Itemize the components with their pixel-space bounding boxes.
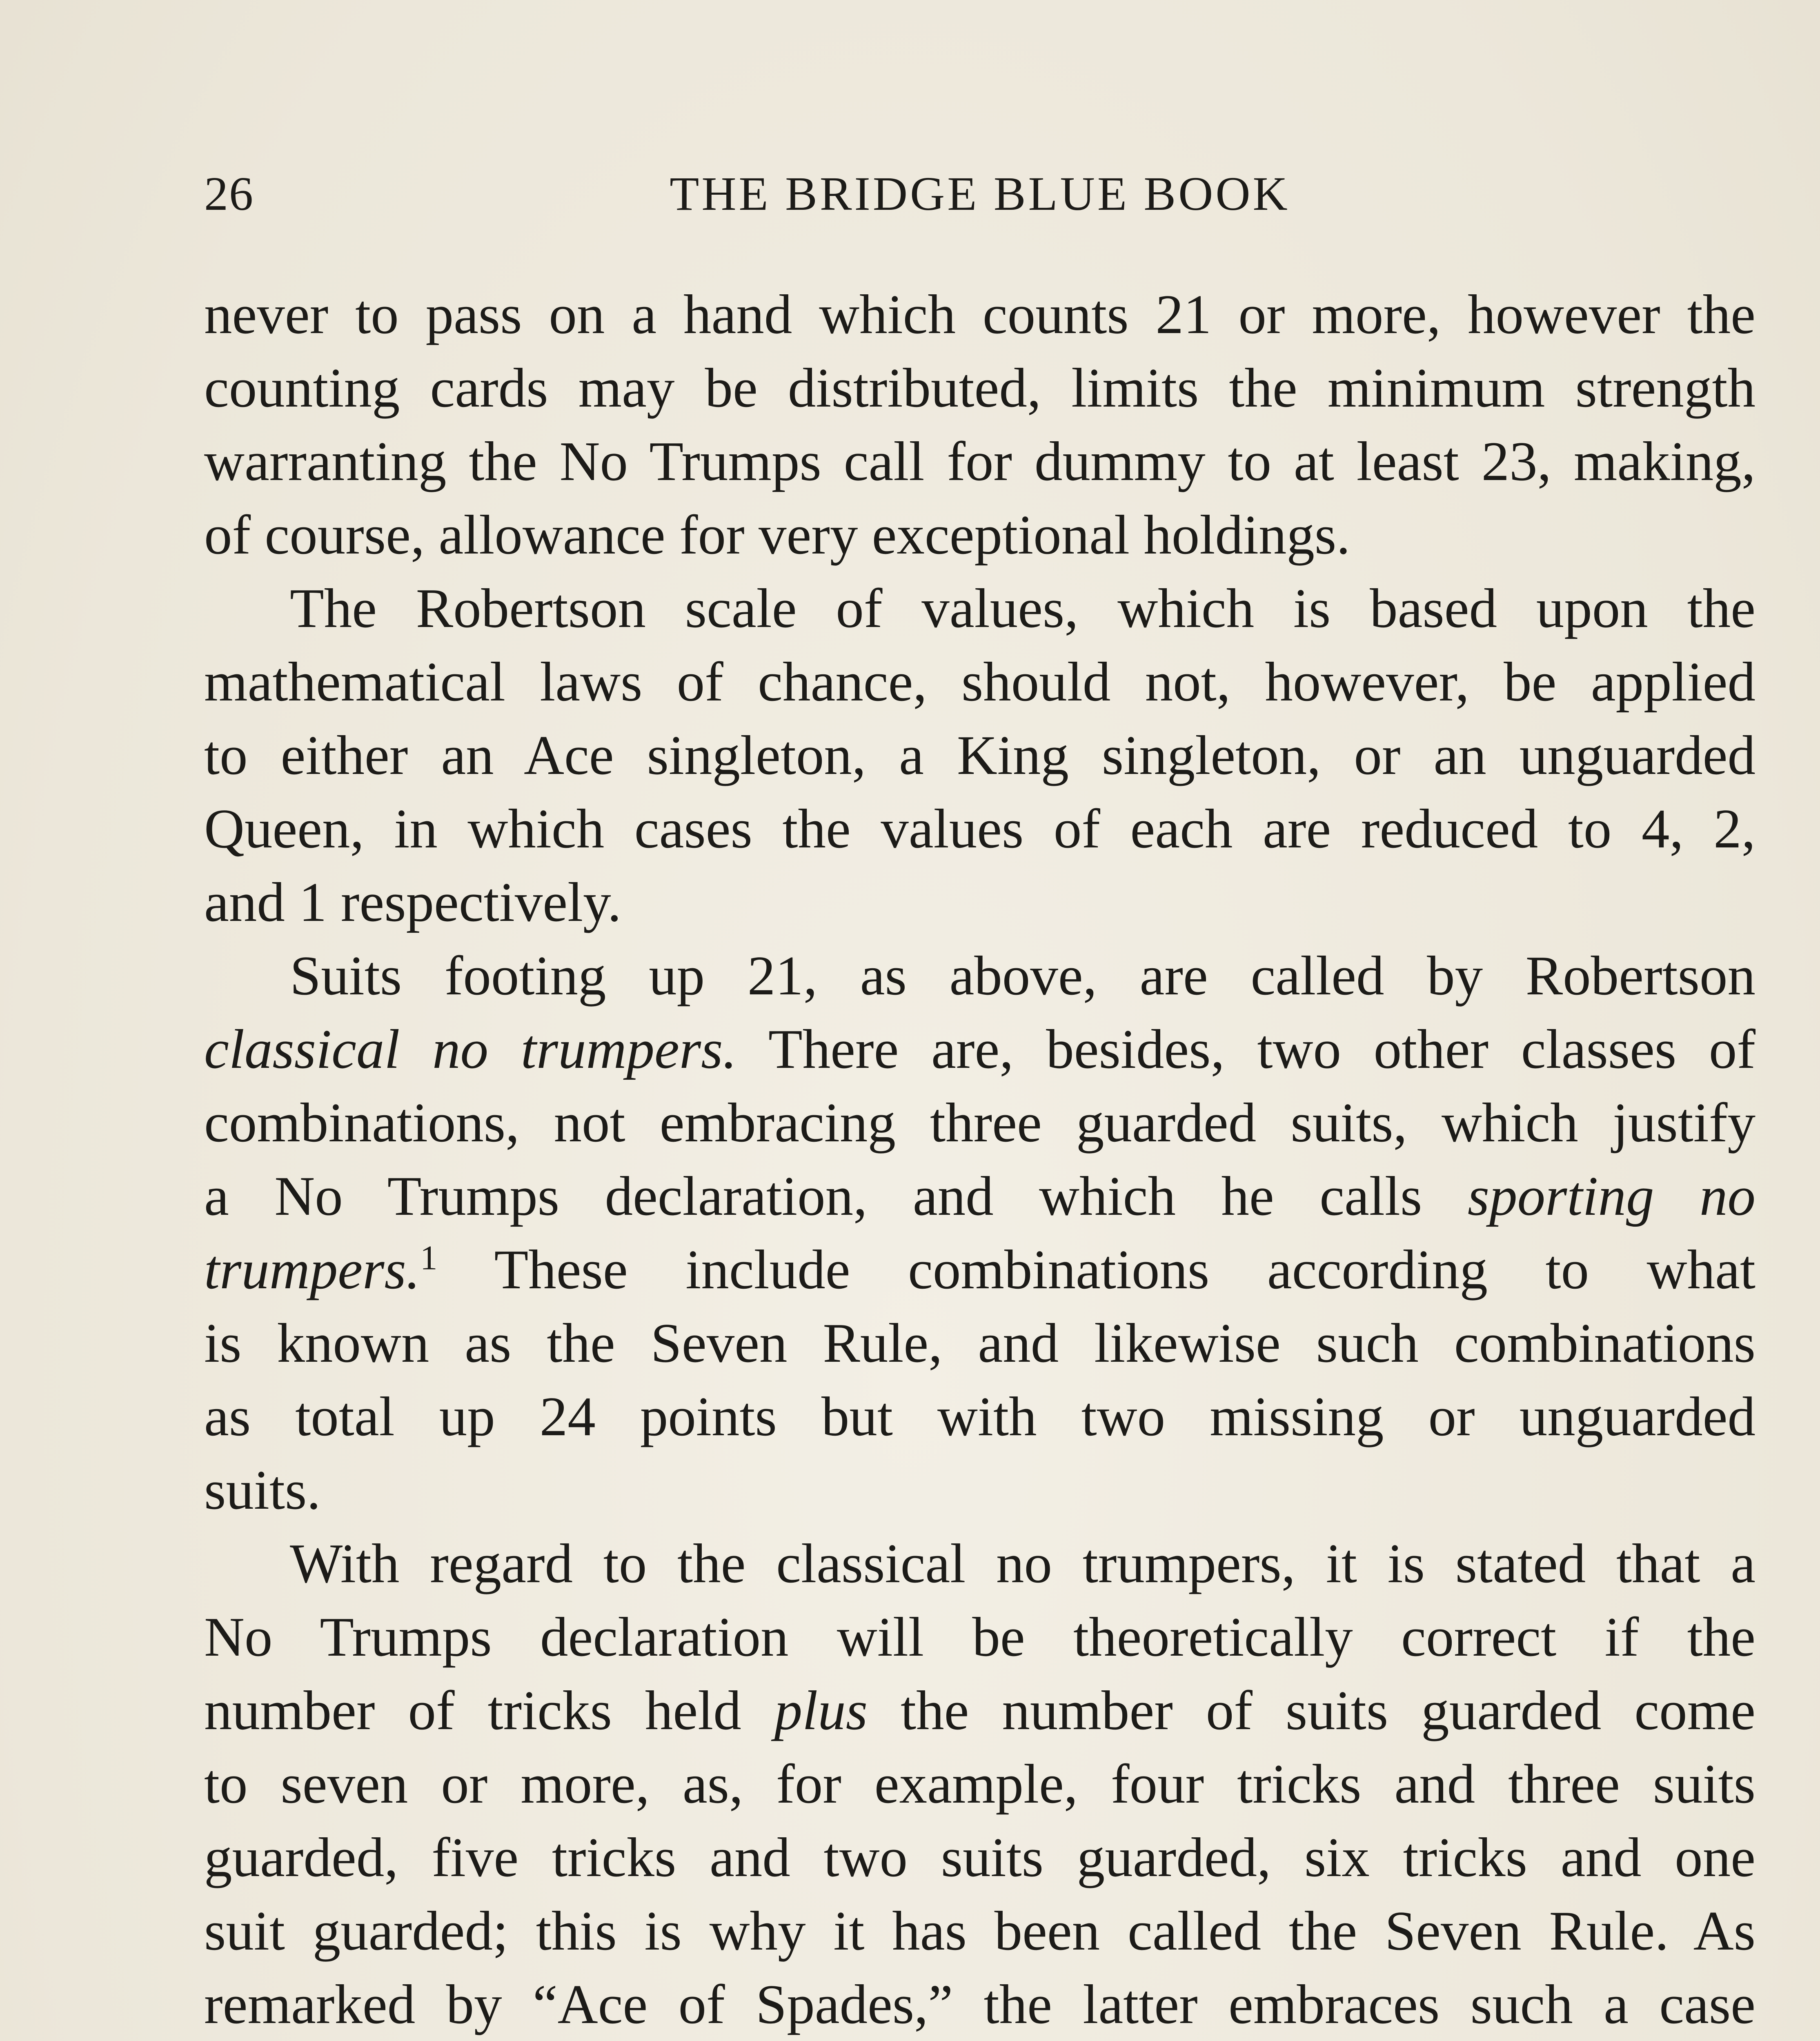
text-line: combinations, not embracing three guarded suits, which justify: [204, 1092, 1755, 1154]
italic-phrase: classical no trumpers.: [204, 1018, 737, 1080]
body-text: [204, 278, 1755, 2041]
italic-phrase: trumpers.: [204, 1238, 421, 1301]
text-line: as total up 24 points but with two missing or unguarded: [204, 1385, 1755, 1447]
text-run: There are, besides, two other classes of: [736, 1018, 1755, 1080]
text-line: With regard to the classical no trumpers, it is stated that a: [290, 1532, 1755, 1594]
text-line: is known as the Seven Rule, and likewise such combinations: [204, 1312, 1755, 1374]
text-line: [204, 1159, 1755, 1233]
text-run: These include combinations according to what: [437, 1238, 1755, 1301]
text-line: warranting the No Trumps call for dummy to at least 23, making,: [204, 430, 1755, 492]
paragraph-1: [204, 278, 1755, 571]
text-line: never to pass on a hand which counts 21 or more, however the: [204, 283, 1755, 345]
text-line: mathematical laws of chance, should not, however, be applied: [204, 651, 1755, 713]
text-line: suits.: [204, 1459, 321, 1521]
text-line: guarded, five tricks and two suits guarded, six tricks and one: [204, 1826, 1755, 1888]
text-line: and 1 respectively.: [204, 871, 622, 933]
page-header: [204, 161, 1755, 227]
text-line: suit guarded; this is why it has been called the Seven Rule. As: [204, 1900, 1755, 1962]
text-line: The Robertson scale of values, which is based upon the: [290, 577, 1755, 639]
page-number: 26: [204, 167, 254, 220]
text-line: counting cards may be distributed, limits the minimum strength: [204, 357, 1755, 419]
text-run: number of tricks held: [204, 1679, 774, 1741]
paragraph-2: [204, 571, 1755, 939]
italic-phrase: sporting no: [1467, 1165, 1756, 1227]
text-line: No Trumps declaration will be theoretically correct if the: [204, 1606, 1755, 1668]
footnote-reference: 1: [420, 1238, 438, 1277]
text-line: [204, 1012, 1755, 1086]
text-line: [204, 1674, 1755, 1747]
paragraph-4: [204, 1527, 1755, 2041]
running-head: THE BRIDGE BLUE BOOK: [670, 167, 1290, 220]
text-line: remarked by “Ace of Spades,” the latter embraces such a case: [204, 1973, 1755, 2035]
text-line: Suits footing up 21, as above, are called by Robertson: [290, 945, 1755, 1007]
text-run: a No Trumps declaration, and which he calls: [204, 1165, 1468, 1227]
text-line: to either an Ace singleton, a King singleton, or an unguarded: [204, 724, 1755, 786]
text-line: Queen, in which cases the values of each are reduced to 4, 2,: [204, 798, 1755, 860]
italic-phrase: plus: [774, 1679, 868, 1741]
text-run: the number of suits guarded come: [868, 1679, 1756, 1741]
text-line: [204, 1233, 1755, 1306]
text-line: of course, allowance for very exceptional holdings.: [204, 504, 1351, 566]
text-line: to seven or more, as, for example, four tricks and three suits: [204, 1753, 1755, 1815]
paragraph-3: [204, 939, 1755, 1527]
